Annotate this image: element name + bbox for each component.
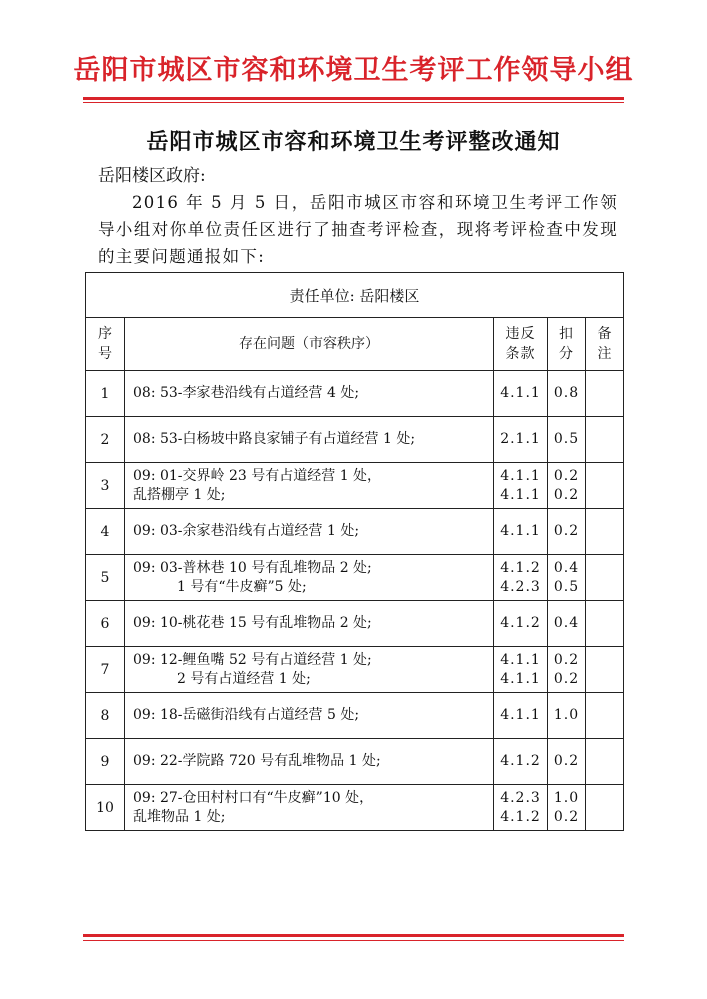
addressee: 岳阳楼区政府:: [98, 166, 206, 186]
header-issue: 存在问题（市容秩序）: [125, 318, 494, 371]
responsible-unit: 责任单位: 岳阳楼区: [86, 273, 624, 318]
table-row: [86, 693, 624, 739]
row-number: 9: [86, 739, 125, 785]
table-row: [86, 417, 624, 463]
row-clause: 4.1.1: [494, 509, 548, 555]
table-row: [86, 509, 624, 555]
row-number: 8: [86, 693, 125, 739]
row-issue: 09: 18-岳磁街沿线有占道经营 5 处;: [125, 693, 494, 739]
header-clause: 违反 条款: [494, 318, 548, 371]
row-number: 1: [86, 371, 125, 417]
row-number: 3: [86, 463, 125, 509]
row-note: [586, 785, 624, 831]
row-number: 10: [86, 785, 125, 831]
row-points: 0.2 0.2: [548, 463, 586, 509]
row-clause: 4.1.1 4.1.1: [494, 647, 548, 693]
row-number: 7: [86, 647, 125, 693]
row-note: [586, 417, 624, 463]
row-number: 5: [86, 555, 125, 601]
header-points: 扣 分: [548, 318, 586, 371]
row-clause: 4.1.2: [494, 601, 548, 647]
table-header-row: [86, 318, 624, 371]
row-points: 0.4 0.5: [548, 555, 586, 601]
row-issue: 08: 53-李家巷沿线有占道经营 4 处;: [125, 371, 494, 417]
row-clause: 4.1.1: [494, 693, 548, 739]
row-issue: 09: 10-桃花巷 15 号有乱堆物品 2 处;: [125, 601, 494, 647]
row-clause: 4.1.2 4.2.3: [494, 555, 548, 601]
row-note: [586, 463, 624, 509]
row-note: [586, 693, 624, 739]
row-note: [586, 509, 624, 555]
row-number: 4: [86, 509, 125, 555]
table-row: [86, 371, 624, 417]
row-note: [586, 601, 624, 647]
header-rule-thin: [83, 102, 624, 103]
table-unit-row: [86, 273, 624, 318]
row-note: [586, 739, 624, 785]
row-points: 0.2: [548, 509, 586, 555]
row-note: [586, 555, 624, 601]
row-clause: 4.1.1 4.1.1: [494, 463, 548, 509]
row-issue: 09: 03-余家巷沿线有占道经营 1 处;: [125, 509, 494, 555]
row-issue: 09: 27-仓田村村口有“牛皮癣”10 处， 乱堆物品 1 处;: [125, 785, 494, 831]
body-paragraph: 2016 年 5 月 5 日，岳阳市城区市容和环境卫生考评工作领导小组对你单位责任区进行了抽查考评检查，现将考评检查中发现的主要问题通报如下:: [98, 193, 618, 266]
row-clause: 4.2.3 4.1.2: [494, 785, 548, 831]
row-note: [586, 371, 624, 417]
row-issue: 09: 01-交界岭 23 号有占道经营 1 处， 乱搭棚亭 1 处;: [125, 463, 494, 509]
row-issue: 09: 12-鲤鱼嘴 52 号有占道经营 1 处; 2 号有占道经营 1 处;: [125, 647, 494, 693]
footer-rule-thick: [83, 934, 624, 937]
header-note: 备 注: [586, 318, 624, 371]
issues-table: [85, 272, 624, 831]
table-row: [86, 463, 624, 509]
header-no: 序 号: [86, 318, 125, 371]
row-number: 6: [86, 601, 125, 647]
header-rule-thick: [83, 97, 624, 100]
row-clause: 4.1.2: [494, 739, 548, 785]
document-title: 岳阳市城区市容和环境卫生考评整改通知: [146, 129, 561, 155]
footer-rule-thin: [83, 940, 624, 941]
row-clause: 4.1.1: [494, 371, 548, 417]
row-points: 0.2 0.2: [548, 647, 586, 693]
row-points: 1.0: [548, 693, 586, 739]
table-row: [86, 647, 624, 693]
row-note: [586, 647, 624, 693]
row-issue: 08: 53-白杨坡中路良家铺子有占道经营 1 处;: [125, 417, 494, 463]
row-points: 0.4: [548, 601, 586, 647]
table-row: [86, 601, 624, 647]
row-clause: 2.1.1: [494, 417, 548, 463]
row-number: 2: [86, 417, 125, 463]
row-points: 0.2: [548, 739, 586, 785]
table-row: [86, 555, 624, 601]
row-issue: 09: 03-普林巷 10 号有乱堆物品 2 处; 1 号有“牛皮癣”5 处;: [125, 555, 494, 601]
issuing-org-title: 岳阳市城区市容和环境卫生考评工作领导小组: [73, 55, 634, 86]
row-points: 1.0 0.2: [548, 785, 586, 831]
row-issue: 09: 22-学院路 720 号有乱堆物品 1 处;: [125, 739, 494, 785]
table-row: [86, 785, 624, 831]
table-row: [86, 739, 624, 785]
row-points: 0.8: [548, 371, 586, 417]
row-points: 0.5: [548, 417, 586, 463]
